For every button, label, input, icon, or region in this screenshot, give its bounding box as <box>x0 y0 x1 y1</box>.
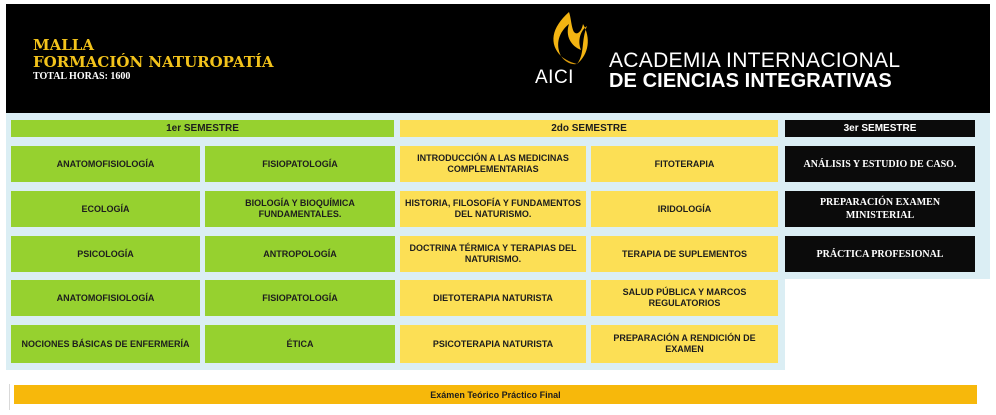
course-cell: ANATOMOFISIOLOGÍA <box>11 146 200 182</box>
flame-icon <box>541 10 591 70</box>
course-cell: DOCTRINA TÉRMICA Y TERAPIAS DEL NATURISMO. <box>400 236 586 272</box>
course-cell: PREPARACIÓN EXAMEN MINISTERIAL <box>785 191 975 227</box>
semester-3-header: 3er SEMESTRE <box>785 120 975 137</box>
course-cell: FITOTERAPIA <box>591 146 778 182</box>
curriculum-board <box>6 113 990 370</box>
course-cell: ECOLOGÍA <box>11 191 200 227</box>
course-cell: FISIOPATOLOGÍA <box>205 280 395 316</box>
course-cell: ANTROPOLOGÍA <box>205 236 395 272</box>
logo-name-line2: DE CIENCIAS INTEGRATIVAS <box>609 70 892 92</box>
course-cell: IRIDOLOGÍA <box>591 191 778 227</box>
course-cell: HISTORIA, FILOSOFÍA Y FUNDAMENTOS DEL NATURISMO. <box>400 191 586 227</box>
course-cell: DIETOTERAPIA NATURISTA <box>400 280 586 316</box>
course-cell: ANATOMOFISIOLOGÍA <box>11 280 200 316</box>
semester-1-header: 1er SEMESTRE <box>11 120 394 137</box>
course-cell: FISIOPATOLOGÍA <box>205 146 395 182</box>
total-hours: TOTAL HORAS: 1600 <box>33 71 131 82</box>
page-subtitle: FORMACIÓN NATUROPATÍA <box>33 53 274 71</box>
course-cell: PSICOLOGÍA <box>11 236 200 272</box>
course-cell: PREPARACIÓN A RENDICIÓN DE EXAMEN <box>591 325 778 363</box>
header-banner <box>6 4 990 113</box>
final-exam-bar: Exámen Teórico Práctico Final <box>14 385 977 404</box>
course-cell: PRÁCTICA PROFESIONAL <box>785 236 975 272</box>
course-cell: SALUD PÚBLICA Y MARCOS REGULATORIOS <box>591 280 778 316</box>
course-cell: ANÁLISIS Y ESTUDIO DE CASO. <box>785 146 975 182</box>
course-cell: ÉTICA <box>205 325 395 363</box>
empty-area <box>785 279 990 370</box>
course-cell: BIOLOGÍA Y BIOQUÍMICA FUNDAMENTALES. <box>205 191 395 227</box>
course-cell: INTRODUCCIÓN A LAS MEDICINAS COMPLEMENTARIAS <box>400 146 586 182</box>
course-cell: TERAPIA DE SUPLEMENTOS <box>591 236 778 272</box>
page-title: MALLA <box>33 36 94 54</box>
course-cell: PSICOTERAPIA NATURISTA <box>400 325 586 363</box>
course-cell: NOCIONES BÁSICAS DE ENFERMERÍA <box>11 325 200 363</box>
semester-2-header: 2do SEMESTRE <box>400 120 778 137</box>
divider <box>9 384 10 410</box>
logo-acronym: AICI <box>535 67 574 88</box>
logo-name-line1: ACADEMIA INTERNACIONAL <box>609 49 901 72</box>
